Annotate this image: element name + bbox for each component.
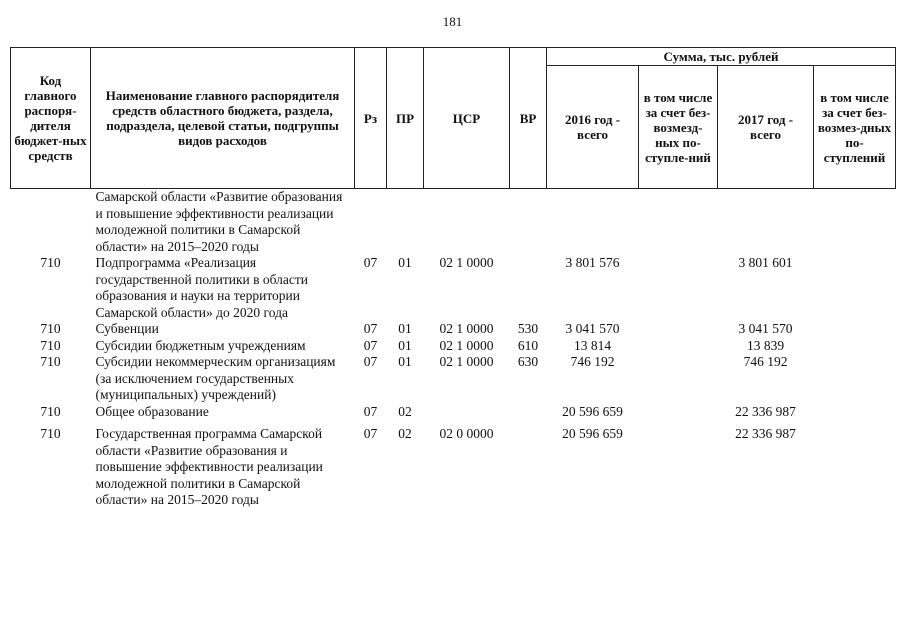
cell-vr: 610 — [517, 337, 539, 353]
header-name: Наименование главного распорядителя средств областного бюджета, раздела, подраздела, целевой статьи, подгруппы видов расходов — [91, 48, 355, 189]
cell-csr: 02 0 0000 — [439, 426, 494, 441]
table-body — [11, 189, 896, 509]
header-2017-grants: в том числе за счет без-возмез-дных по-ступлений — [814, 66, 896, 189]
cell-sum-2017: 22 336 987 — [735, 403, 796, 419]
cell-name: Субсидии бюджетным учреждениям — [95, 337, 306, 353]
cell-sum-2016: 13 814 — [573, 337, 612, 353]
cell-csr: 02 1 0000 — [439, 337, 494, 353]
table-row — [11, 255, 896, 321]
cell-pr: 02 — [398, 403, 412, 419]
header-sum-group: Сумма, тыс. рублей — [547, 48, 896, 66]
cell-rz: 07 — [363, 426, 378, 441]
cell-rz — [355, 189, 387, 256]
cell-sum-2016: 20 596 659 — [562, 403, 623, 419]
cell-sum-2017: 22 336 987 — [735, 426, 796, 441]
cell-code: 710 — [40, 426, 61, 441]
cell-rz: 07 — [363, 337, 378, 353]
cell-name: Субвенции — [95, 321, 159, 336]
cell-grants-2017 — [814, 321, 896, 338]
cell-csr: 02 1 0000 — [439, 321, 494, 336]
cell-grants-2016 — [639, 189, 718, 256]
cell-vr — [510, 404, 547, 421]
cell-grants-2016 — [639, 354, 718, 404]
cell-pr: 01 — [398, 321, 412, 336]
cell-vr — [510, 426, 547, 509]
cell-grants-2017 — [814, 338, 896, 355]
table-row — [11, 404, 896, 421]
cell-name: Самарской области «Развитие образования и повышение эффективности реализации молодежной политики в Самарской области» на 2015–2020 годы — [95, 189, 343, 254]
budget-table — [10, 47, 896, 509]
header-pr: ПР — [387, 48, 424, 189]
cell-sum-2016: 746 192 — [570, 354, 615, 369]
cell-sum-2017 — [718, 189, 814, 256]
cell-sum-2016: 3 801 576 — [565, 255, 620, 270]
cell-code: 710 — [40, 403, 61, 419]
header-vr: ВР — [510, 48, 547, 189]
cell-code — [11, 189, 91, 256]
cell-name: Подпрограмма «Реализация государственной политики в области образования и науки на территории Самарской области» до 2020 года — [95, 255, 309, 320]
cell-pr: 02 — [398, 426, 412, 441]
cell-grants-2016 — [639, 255, 718, 321]
cell-grants-2017 — [814, 354, 896, 404]
header-2016-total: 2016 год - всего — [547, 66, 639, 189]
cell-csr: 02 1 0000 — [439, 354, 494, 369]
cell-grants-2017 — [814, 189, 896, 256]
cell-rz: 07 — [363, 354, 378, 369]
cell-code: 710 — [40, 321, 61, 336]
cell-grants-2017 — [814, 255, 896, 321]
header-rz: Рз — [355, 48, 387, 189]
cell-vr — [510, 255, 547, 321]
cell-grants-2016 — [639, 426, 718, 509]
table-header — [11, 48, 896, 189]
cell-sum-2017: 13 839 — [746, 337, 785, 353]
cell-grants-2017 — [814, 426, 896, 509]
cell-pr: 01 — [398, 354, 412, 369]
header-2017-total: 2017 год - всего — [718, 66, 814, 189]
cell-pr: 01 — [398, 255, 412, 270]
cell-vr — [510, 189, 547, 256]
cell-csr: 02 1 0000 — [439, 255, 494, 270]
cell-vr: 630 — [517, 354, 539, 369]
table-row — [11, 426, 896, 509]
cell-grants-2016 — [639, 338, 718, 355]
cell-vr: 530 — [517, 321, 539, 336]
cell-sum-2017: 3 041 570 — [738, 321, 793, 336]
cell-name: Государственная программа Самарской области «Развитие образования и повышение эффективности реализации молодежной политики в Самарской области» на 2015–2020 годы — [95, 426, 323, 507]
cell-code: 710 — [40, 255, 61, 270]
cell-rz: 07 — [363, 321, 378, 336]
cell-pr: 01 — [398, 337, 412, 353]
cell-csr — [424, 404, 510, 421]
table-row — [11, 189, 896, 256]
header-2016-grants: в том числе за счет без-возмезд-ных по-ступле-ний — [639, 66, 718, 189]
table-row — [11, 321, 896, 338]
cell-rz: 07 — [363, 403, 378, 419]
cell-rz: 07 — [363, 255, 378, 270]
cell-name: Общее образование — [95, 403, 209, 419]
cell-grants-2017 — [814, 404, 896, 421]
cell-code: 710 — [40, 337, 61, 353]
cell-sum-2017: 746 192 — [743, 354, 788, 369]
cell-sum-2017: 3 801 601 — [738, 255, 793, 270]
header-csr: ЦСР — [424, 48, 510, 189]
cell-sum-2016 — [547, 189, 639, 256]
cell-code: 710 — [40, 354, 61, 369]
table-row — [11, 338, 896, 355]
cell-sum-2016: 3 041 570 — [565, 321, 620, 336]
cell-sum-2016: 20 596 659 — [562, 426, 623, 441]
table-row — [11, 354, 896, 404]
header-code: Код главного распоря-дителя бюджет-ных средств — [11, 48, 91, 189]
cell-pr — [387, 189, 424, 256]
cell-grants-2016 — [639, 321, 718, 338]
cell-grants-2016 — [639, 404, 718, 421]
cell-csr — [424, 189, 510, 256]
page-number: 181 — [442, 14, 463, 29]
cell-name: Субсидии некоммерческим организациям (за исключением государственных (муниципальных) учреждений) — [95, 354, 336, 402]
